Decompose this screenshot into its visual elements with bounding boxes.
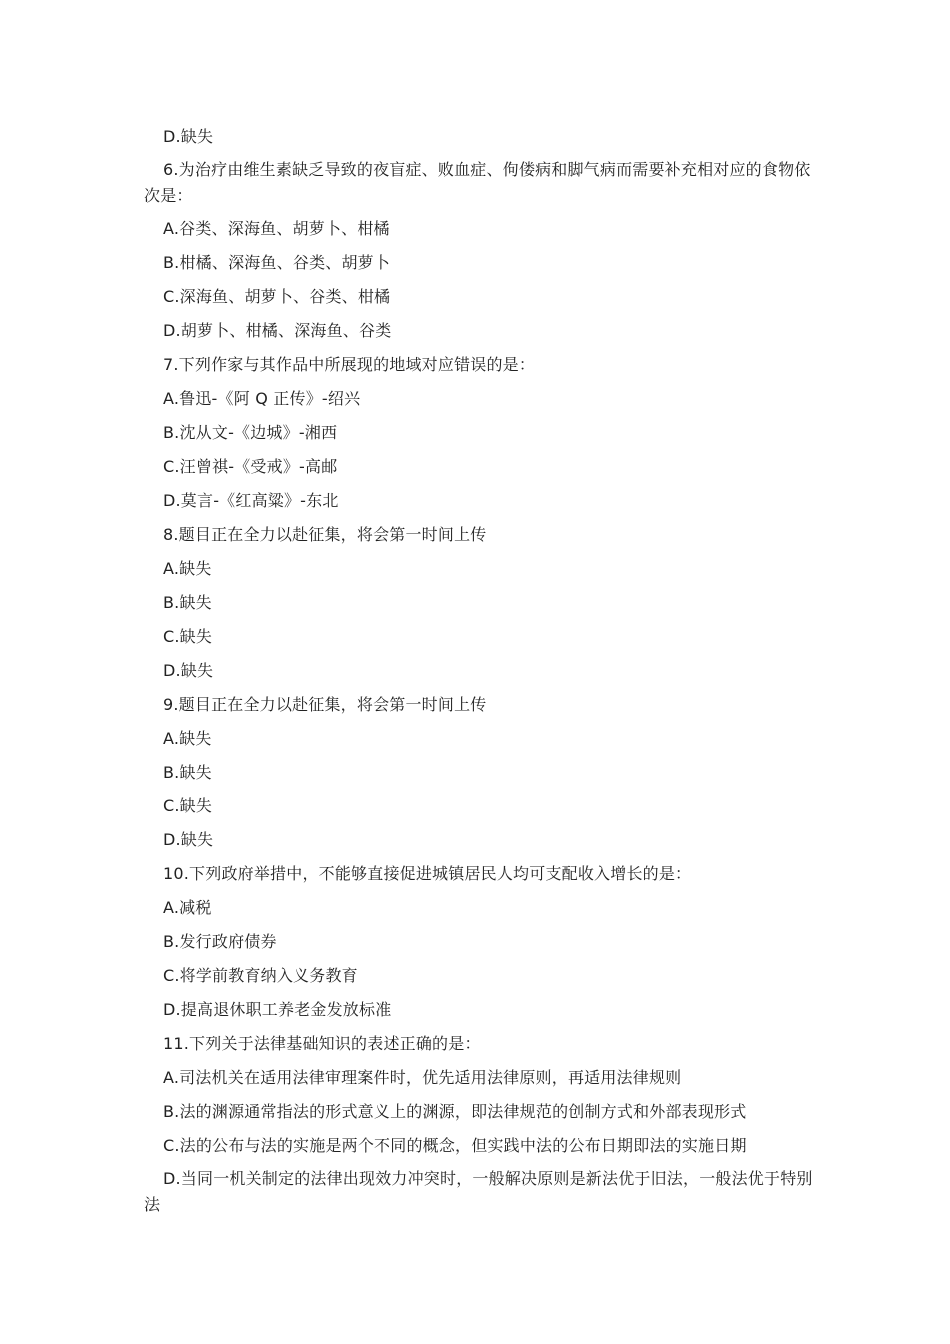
option-a-q11: A.司法机关在适用法律审理案件时，优先适用法律原则，再适用法律规则 [163, 1068, 682, 1087]
option-c-q10: C.将学前教育纳入义务教育 [163, 966, 358, 985]
option-b-q10: B.发行政府债券 [163, 932, 277, 951]
option-c-q11: C.法的公布与法的实施是两个不同的概念，但实践中法的公布日期即法的实施日期 [163, 1136, 747, 1155]
option-d-q7: D.莫言-《红高粱》-东北 [163, 491, 339, 510]
option-d-q10: D.提高退休职工养老金发放标准 [163, 1000, 392, 1019]
option-b-q6: B.柑橘、深海鱼、谷类、胡萝卜 [163, 253, 391, 272]
question-10: 10.下列政府举措中，不能够直接促进城镇居民人均可支配收入增长的是： [163, 864, 692, 883]
option-c-q6: C.深海鱼、胡萝卜、谷类、柑橘 [163, 287, 391, 306]
option-b-q8: B.缺失 [163, 593, 212, 612]
option-a-q7: A.鲁迅-《阿 Q 正传》-绍兴 [163, 389, 361, 408]
question-11: 11.下列关于法律基础知识的表述正确的是： [163, 1034, 481, 1053]
option-c-q8: C.缺失 [163, 627, 213, 646]
question-8: 8.题目正在全力以赴征集，将会第一时间上传 [163, 525, 487, 544]
question-9: 9.题目正在全力以赴征集，将会第一时间上传 [163, 695, 487, 714]
option-b-q7: B.沈从文-《边城》-湘西 [163, 423, 338, 442]
option-d-q5: D.缺失 [163, 127, 214, 146]
question-7: 7.下列作家与其作品中所展现的地域对应错误的是： [163, 355, 536, 374]
question-6: 6.为治疗由维生素缺乏导致的夜盲症、败血症、佝偻病和脚气病而需要补充相对应的食物依次是： [144, 160, 811, 205]
option-d-q9: D.缺失 [163, 830, 214, 849]
option-a-q9: A.缺失 [163, 729, 212, 748]
option-d-q11: D.当同一机关制定的法律出现效力冲突时，一般解决原则是新法优于旧法，一般法优于特别法 [144, 1169, 813, 1214]
option-c-q9: C.缺失 [163, 796, 213, 815]
option-a-q10: A.减税 [163, 898, 212, 917]
option-a-q6: A.谷类、深海鱼、胡萝卜、柑橘 [163, 219, 390, 238]
option-d-q6: D.胡萝卜、柑橘、深海鱼、谷类 [163, 321, 392, 340]
option-b-q9: B.缺失 [163, 763, 212, 782]
option-c-q7: C.汪曾祺-《受戒》-高邮 [163, 457, 338, 476]
option-b-q11: B.法的渊源通常指法的形式意义上的渊源，即法律规范的创制方式和外部表现形式 [163, 1102, 747, 1121]
option-a-q8: A.缺失 [163, 559, 212, 578]
option-d-q8: D.缺失 [163, 661, 214, 680]
